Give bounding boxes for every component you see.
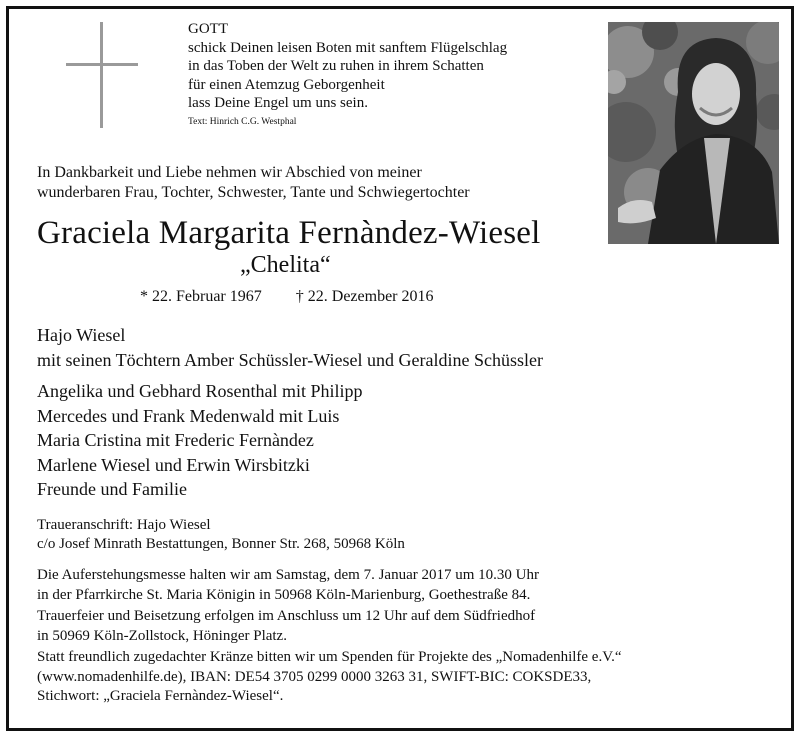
address-line: Traueranschrift: Hajo Wiesel: [37, 517, 211, 533]
mass-line: Die Auferstehungsmesse halten wir am Samstag, dem 7. Januar 2017 um 10.30 Uhr: [37, 567, 539, 583]
donation-line: (www.nomadenhilfe.de), IBAN: DE54 3705 0299 0000 3263 31, SWIFT-BIC: COKSDE33,: [37, 668, 592, 685]
poem-line: schick Deinen leisen Boten mit sanftem Flügelschlag: [188, 39, 508, 56]
poem-line: in das Toben der Welt zu ruhen in ihrem Schatten: [188, 58, 484, 74]
poem: [188, 20, 507, 129]
intro-text: [37, 163, 470, 203]
family-member: Marlene Wiesel und Erwin Wirsbitzki: [37, 454, 310, 475]
deceased-name: Graciela Margarita Fernàndez-Wiesel: [37, 215, 541, 251]
service-info: [37, 566, 622, 709]
intro-line: wunderbaren Frau, Tochter, Schwester, Tante und Schwiegertochter: [37, 184, 470, 201]
burial-line: Trauerfeier und Beisetzung erfolgen im Anschluss um 12 Uhr auf dem Südfriedhof: [37, 608, 536, 624]
death-date: † 22. Dezember 2016: [295, 288, 434, 305]
family-member: Maria Cristina mit Frederic Fernàndez: [37, 430, 314, 450]
cross-icon: [62, 20, 142, 130]
poem-line: für einen Atemzug Geborgenheit: [188, 76, 385, 93]
mourning-address: [37, 516, 405, 554]
family-member: Hajo Wiesel: [37, 325, 126, 345]
mass-info: [37, 566, 622, 605]
donation-line: Stichwort: „Graciela Fernàndez-Wiesel“.: [37, 688, 284, 704]
portrait-photo: [608, 22, 779, 244]
burial-info: [37, 607, 622, 646]
family-member: Mercedes und Frank Medenwald mit Luis: [37, 405, 340, 426]
poem-line: GOTT: [188, 21, 228, 37]
birth-date: * 22. Februar 1967: [140, 288, 262, 305]
address-line: c/o Josef Minrath Bestattungen, Bonner Str. 268, 50968 Köln: [37, 536, 405, 552]
family-member: mit seinen Töchtern Amber Schüssler-Wiesel und Geraldine Schüssler: [37, 349, 543, 370]
deceased-nickname: „Chelita“: [240, 252, 331, 278]
donation-info: [37, 648, 622, 707]
poem-credit: Text: Hinrich C.G. Westphal: [188, 116, 297, 127]
burial-line: in 50969 Köln-Zollstock, Höninger Platz.: [37, 627, 287, 644]
family-member: Freunde und Familie: [37, 479, 187, 499]
poem-line: lass Deine Engel um uns sein.: [188, 95, 368, 111]
life-dates: [140, 287, 434, 307]
intro-line: In Dankbarkeit und Liebe nehmen wir Abschied von meiner: [37, 164, 422, 181]
donation-line: Statt freundlich zugedachter Kränze bitten wir um Spenden für Projekte des „Nomadenhilfe e.V.“: [37, 649, 622, 665]
mass-line: in der Pfarrkirche St. Maria Königin in 50968 Köln-Marienburg, Goethestraße 84.: [37, 586, 531, 603]
family-member: Angelika und Gebhard Rosenthal mit Philipp: [37, 381, 363, 401]
family-list: [37, 323, 543, 502]
